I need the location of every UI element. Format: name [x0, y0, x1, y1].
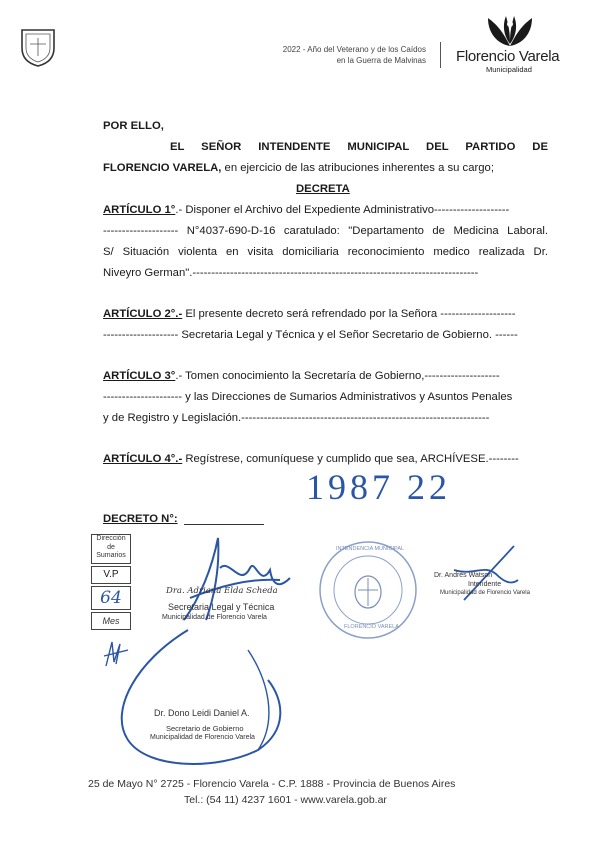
article-1-line-3: S/ Situación violenta en visita domiciliaria reconocimiento medico realizada Dr.: [103, 246, 548, 258]
sumarios-stamp-header: [91, 534, 131, 564]
article-4-text-1: Regístrese, comuníquese y cumplido que sea, ARCHÍVESE.--------: [182, 453, 519, 465]
brand-name: Florencio Varela: [456, 48, 560, 65]
intro-line-2: [103, 158, 553, 179]
signature-2-title: Intendente: [468, 581, 502, 588]
footer-address: 25 de Mayo N° 2725 - Florencio Varela - C.P. 1888 - Provincia de Buenos Aires: [88, 778, 456, 790]
motto-line-2: en la Guerra de Malvinas: [336, 56, 426, 65]
signature-3-title: Secretario de Gobierno: [166, 724, 244, 733]
article-1-label: ARTÍCULO 1°: [103, 204, 176, 216]
article-2-line-2: -------------------- Secretaria Legal y Técnica y el Señor Secretario de Gobierno. ------: [103, 329, 518, 341]
article-1-line-2: -------------------- N°4037-690-D-16 caratulado: "Departamento de Medicina Laboral.: [103, 225, 548, 237]
sumarios-stamp-box: [91, 534, 131, 632]
article-1-line-4: Niveyro German".----------------------------------------------------------------------------: [103, 267, 479, 279]
decree-number-stamp: 1987 22: [306, 467, 451, 507]
motto-line-1: 2022 - Año del Veterano y de los Caídos: [282, 45, 426, 54]
article-4-label: ARTÍCULO 4°.-: [103, 453, 183, 465]
signature-1-title: Secretaria Legal y Técnica: [168, 602, 275, 612]
intro-rest: en ejercicio de las atribuciones inherentes a su cargo;: [221, 162, 494, 174]
article-3-label: ARTÍCULO 3°: [103, 370, 176, 382]
florencio-varela-logo-icon: [484, 14, 536, 48]
stamp-box-line-1: Dirección: [96, 535, 126, 542]
article-3-line-3: y de Registro y Legislación.------------------------------------------------------------------: [103, 412, 490, 424]
stamp-box-vp: V.P: [91, 566, 131, 584]
intro-line-1: EL SEÑOR INTENDENTE MUNICIPAL DEL PARTIDO DE: [170, 141, 548, 153]
stamp-box-line-2: de: [107, 543, 115, 551]
signature-3-loop: [108, 620, 304, 780]
header-motto: [236, 44, 426, 66]
brand-subtitle: Municipalidad: [486, 65, 532, 74]
article-3-text-1: .- Tomen conocimiento la Secretaría de Gobierno,--------------------: [175, 370, 500, 382]
signature-1-name: Dra. Adriana Elda Scheda: [166, 586, 278, 596]
article-2-label: ARTÍCULO 2°.-: [103, 308, 183, 320]
coat-of-arms-icon: [18, 26, 58, 68]
header-divider: [440, 42, 441, 68]
article-3-line-2: --------------------- y las Direcciones de Sumarios Administrativos y Asuntos Penales: [103, 391, 513, 403]
decreto-number-line: [184, 524, 264, 525]
footer-contact: Tel.: (54 11) 4237 1601 - www.varela.gob.ar: [184, 794, 387, 806]
decreto-number-label: DECRETO N°:: [103, 513, 178, 525]
article-2-line-1: [103, 304, 548, 325]
por-ello: POR ELLO,: [103, 120, 164, 132]
signature-3-org: Municipalidad de Florencio Varela: [150, 734, 255, 741]
signature-1-org: Municipalidad de Florencio Varela: [162, 614, 267, 621]
seal-bottom-text: FLORENCIO VARELA: [344, 624, 399, 630]
signature-1-scribble: [160, 528, 310, 628]
stamp-box-line-3: Sumarios: [96, 552, 126, 559]
signature-3-name: Dr. Dono Leidi Daniel A.: [154, 708, 250, 718]
stamp-box-mes: Mes: [91, 612, 131, 630]
seal-top-text: INTENDENCIA MUNICIPAL: [336, 546, 405, 552]
article-3-line-1: [103, 366, 548, 387]
signature-2-name: Dr. Andrés Watson: [434, 572, 493, 579]
signature-2-org: Municipalidad de Florencio Varela: [440, 590, 530, 596]
article-2-text-1: El presente decreto será refrendado por la Señora --------------------: [182, 308, 516, 320]
stamp-box-handwritten: 64: [91, 586, 131, 610]
decreta-heading: DECRETA: [296, 183, 350, 195]
article-1-text-1: .- Disponer el Archivo del Expediente Administrativo--------------------: [175, 204, 510, 216]
intro-bold: FLORENCIO VARELA,: [103, 162, 222, 174]
article-1-line-1: [103, 200, 548, 221]
